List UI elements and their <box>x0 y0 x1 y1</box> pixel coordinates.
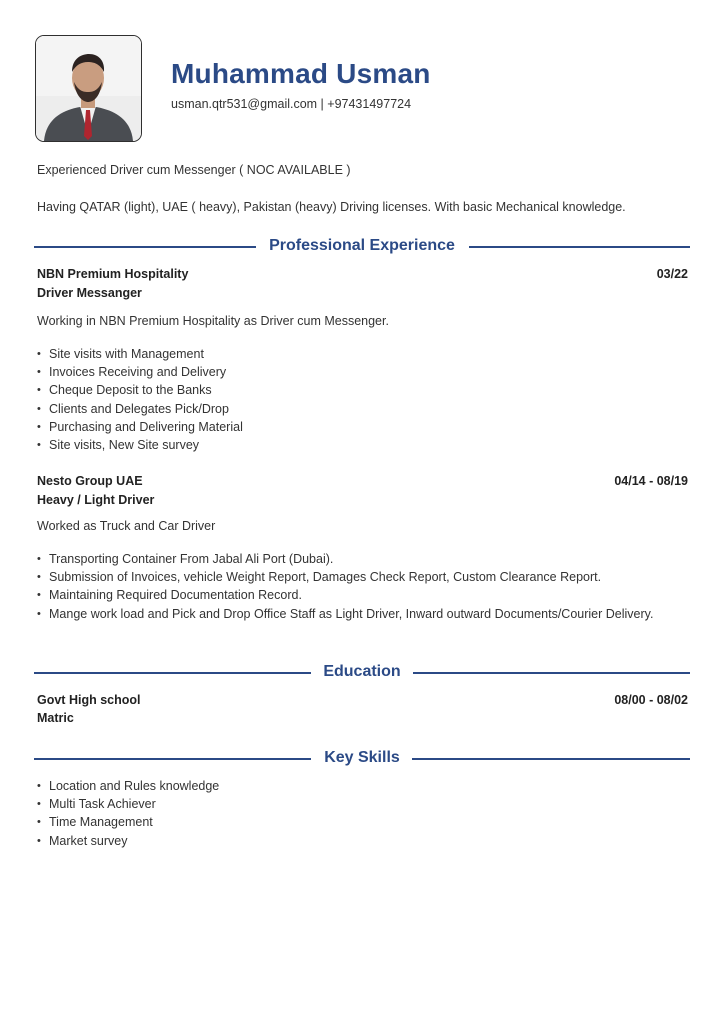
job-description: Working in NBN Premium Hospitality as Driver cum Messenger. <box>37 314 389 328</box>
skills-list <box>37 777 677 850</box>
job-organization: Nesto Group UAE <box>37 474 143 488</box>
job-duties-list <box>37 550 677 623</box>
list-item: • Market survey <box>37 832 677 850</box>
profile-photo-image <box>36 36 141 141</box>
list-item: • Location and Rules knowledge <box>37 777 677 795</box>
list-item: • Site visits with Management <box>37 345 677 363</box>
list-item: • Clients and Delegates Pick/Drop <box>37 400 677 418</box>
job-date: 03/22 <box>656 267 688 281</box>
list-item: • Purchasing and Delivering Material <box>37 418 677 436</box>
education-date: 08/00 - 08/02 <box>614 693 688 707</box>
list-item: • Invoices Receiving and Delivery <box>37 363 677 381</box>
list-item: • Maintaining Required Documentation Record. <box>37 586 677 604</box>
job-role: Heavy / Light Driver <box>37 493 155 507</box>
list-item: • Transporting Container From Jabal Ali Port (Dubai). <box>37 550 677 568</box>
education-school: Govt High school <box>37 693 141 707</box>
section-professional-experience <box>34 236 690 256</box>
summary-licenses: Having QATAR (light), UAE ( heavy), Pakistan (heavy) Driving licenses. With basic Mechanical knowledge. <box>37 200 626 214</box>
list-item: • Mange work load and Pick and Drop Office Staff as Light Driver, Inward outward Documents/Courier Delivery. <box>37 605 677 623</box>
profile-photo <box>35 35 142 142</box>
contact-info: usman.qtr531@gmail.com | +97431497724 <box>171 97 412 111</box>
section-title: Key Skills <box>324 749 400 766</box>
section-title: Professional Experience <box>269 237 455 254</box>
job-duties-list <box>37 345 677 454</box>
list-item: • Submission of Invoices, vehicle Weight Report, Damages Check Report, Custom Clearance Report. <box>37 568 677 586</box>
candidate-name: Muhammad Usman <box>171 58 431 89</box>
section-education <box>34 662 690 682</box>
section-key-skills <box>34 748 690 768</box>
list-item: • Multi Task Achiever <box>37 795 677 813</box>
job-role: Driver Messanger <box>37 286 142 300</box>
job-organization: NBN Premium Hospitality <box>37 267 189 281</box>
job-description: Worked as Truck and Car Driver <box>37 519 216 533</box>
section-title: Education <box>323 663 401 680</box>
summary-headline: Experienced Driver cum Messenger ( NOC AVAILABLE ) <box>37 163 351 177</box>
list-item: • Time Management <box>37 813 677 831</box>
list-item: • Cheque Deposit to the Banks <box>37 381 677 399</box>
list-item: • Site visits, New Site survey <box>37 436 677 454</box>
education-degree: Matric <box>37 711 74 725</box>
job-date: 04/14 - 08/19 <box>614 474 688 488</box>
